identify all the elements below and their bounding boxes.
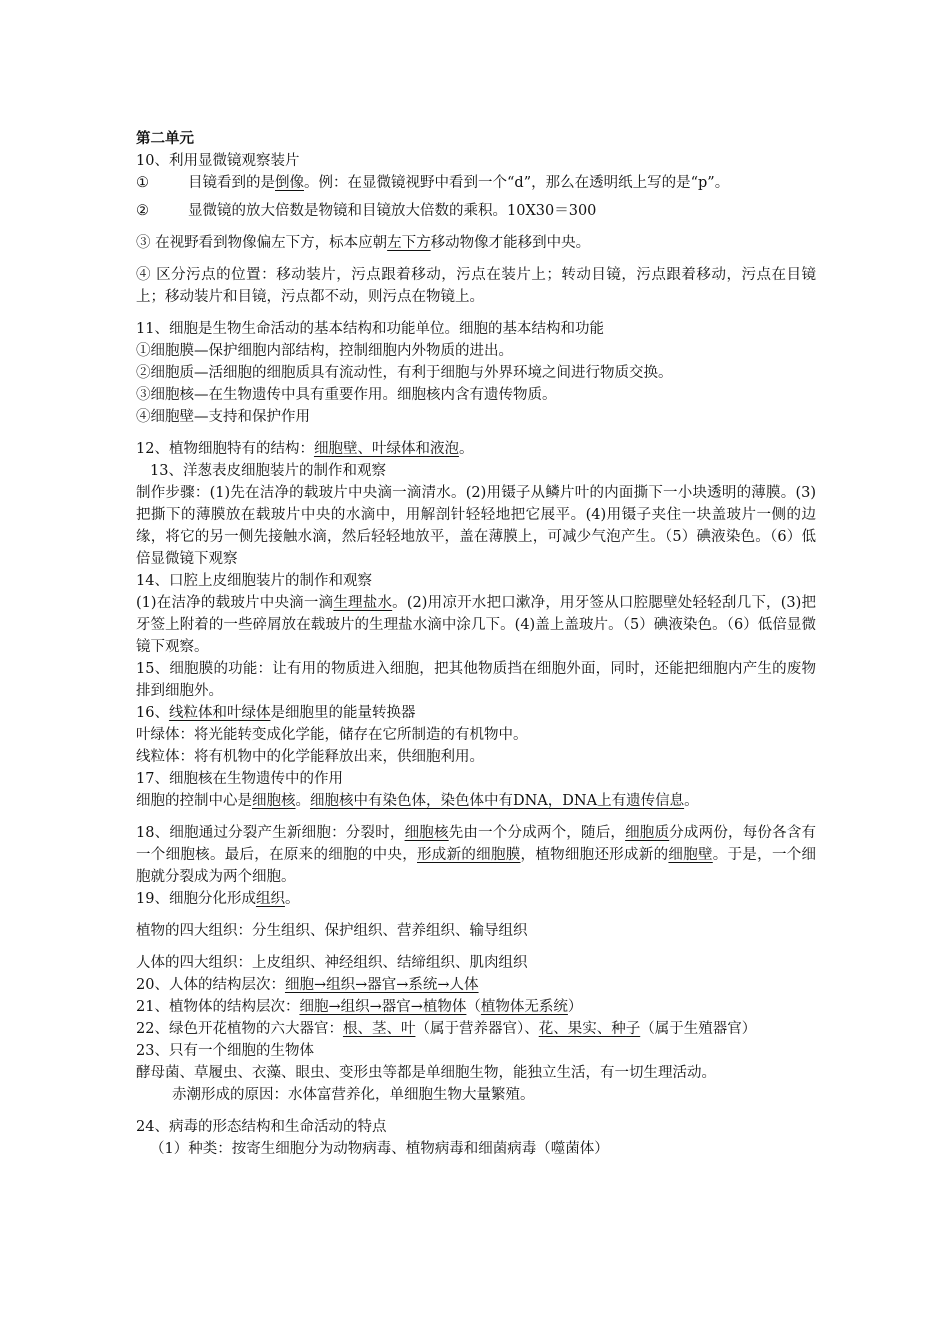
underlined-term: 细胞质 [625,825,670,841]
section-10-heading: 10、利用显微镜观察装片 [136,153,300,169]
section-10-item-3: ③ 在视野看到物像偏左下方，标本应朝左下方移动物像才能移到中央。 [136,235,591,251]
section-23-line-1: 酵母菌、草履虫、衣藻、眼虫、变形虫等都是单细胞生物，能独立生活，有一切生理活动。 [136,1065,716,1081]
section-11-heading: 11、细胞是生物生命活动的基本结构和功能单位。细胞的基本结构和功能 [136,321,604,337]
section-13-body: 制作步骤：(1)先在洁净的载玻片中央滴一滴清水。(2)用镊子从鳞片叶的内面撕下一小块透明的薄膜。(3)把撕下的薄膜放在载玻片中央的水滴中，用解剖针轻轻地把它展平。(4)用镊子夹住一块盖玻片一侧的边缘，将它的另一侧先接触水滴，然后轻轻地放平，盖在薄膜上，可减少气泡产生。（5）碘液染色。（6）低倍显微镜下观察 [136,485,816,567]
underlined-term: 线粒体和叶绿体 [168,705,271,721]
section-17-body: 细胞的控制中心是细胞核。细胞核中有染色体，染色体中有DNA，DNA上有遗传信息。 [136,793,699,809]
section-10-item-1: ① 目镜看到的是倒像。例：在显微镜视野中看到一个“d”，那么在透明纸上写的是“p”。 [136,172,816,194]
section-15: 15、细胞膜的功能：让有用的物质进入细胞，把其他物质挡在细胞外面，同时，还能把细胞内产生的废物排到细胞外。 [136,661,816,699]
section-11-item: ④细胞壁—支持和保护作用 [136,409,310,425]
section-22: 22、绿色开花植物的六大器官：根、茎、叶（属于营养器官）、花、果实、种子（属于生殖器官） [136,1021,757,1037]
section-14-body: (1)在洁净的载玻片中央滴一滴生理盐水。(2)用凉开水把口漱净，用牙签从口腔腮壁处轻轻刮几下，(3)把牙签上附着的一些碎屑放在载玻片的生理盐水滴中涂几下。(4)盖上盖玻片。（5）碘液染色。（6）低倍显微镜下观察。 [136,595,817,655]
section-16-heading: 16、线粒体和叶绿体是细胞里的能量转换器 [136,705,416,721]
item-number: ① [136,175,149,191]
underlined-term: 生理盐水 [333,595,393,611]
underlined-term: 组织 [255,891,285,907]
section-20: 20、人体的结构层次：细胞→组织→器官→系统→人体 [136,977,479,993]
section-17-heading: 17、细胞核在生物遗传中的作用 [136,771,343,787]
section-13-heading: 13、洋葱表皮细胞装片的制作和观察 [150,463,386,479]
section-24-heading: 24、病毒的形态结构和生命活动的特点 [136,1119,387,1135]
plant-tissues: 植物的四大组织：分生组织、保护组织、营养组织、输导组织 [136,923,528,939]
item-number: ② [136,203,149,219]
section-11-item: ②细胞质—活细胞的细胞质具有流动性，有利于细胞与外界环境之间进行物质交换。 [136,365,673,381]
section-24-line-1: （1）种类：按寄生细胞分为动物病毒、植物病毒和细菌病毒（噬菌体） [150,1141,609,1157]
human-tissues: 人体的四大组织：上皮组织、神经组织、结缔组织、肌肉组织 [136,955,528,971]
section-11-item: ①细胞膜—保护细胞内部结构，控制细胞内外物质的进出。 [136,343,513,359]
section-21: 21、植物体的结构层次：细胞→组织→器官→植物体（植物体无系统） [136,999,583,1015]
underlined-term: 细胞→组织→器官→植物体 [299,999,467,1015]
underlined-term: 细胞壁 [668,847,713,863]
underlined-term: 花、果实、种子 [538,1021,641,1037]
section-23-heading: 23、只有一个细胞的生物体 [136,1043,314,1059]
underlined-term: 倒像 [275,175,304,191]
section-12: 12、植物细胞特有的结构：细胞壁、叶绿体和液泡。 [136,441,474,457]
section-14-heading: 14、口腔上皮细胞装片的制作和观察 [136,573,372,589]
underlined-term: 细胞核 [252,793,296,809]
underlined-term: 细胞核 [404,825,449,841]
underlined-term: 细胞壁、叶绿体和液泡 [313,441,459,457]
section-16-line-1: 叶绿体：将光能转变成化学能，储存在它所制造的有机物中。 [136,727,528,743]
section-10-item-2: ② 显微镜的放大倍数是物镜和目镜放大倍数的乘积。10X30＝300 [136,200,816,222]
section-11-item: ③细胞核—在生物遗传中具有重要作用。细胞核内含有遗传物质。 [136,387,557,403]
document-page [136,128,816,1160]
underlined-term: 细胞→组织→器官→系统→人体 [284,977,479,993]
section-18: 18、细胞通过分裂产生新细胞：分裂时，细胞核先由一个分成两个，随后，细胞质分成两份，每份各含有一个细胞核。最后，在原来的细胞的中央，形成新的细胞膜，植物细胞还形成新的细胞壁。于是，一个细胞就分裂成为两个细胞。 [136,825,817,885]
underlined-term: 左下方 [387,235,431,251]
underlined-term: 形成新的细胞膜 [417,847,521,863]
section-19: 19、细胞分化形成组织。 [136,891,300,907]
underlined-term: 植物体无系统 [480,999,568,1015]
section-10-item-4: ④ 区分污点的位置：移动装片，污点跟着移动，污点在装片上；转动目镜，污点跟着移动，污点在目镜上；移动装片和目镜，污点都不动，则污点在物镜上。 [136,267,816,305]
section-23-line-2: 赤潮形成的原因：水体富营养化，单细胞生物大量繁殖。 [172,1087,535,1103]
underlined-term: 细胞核中有染色体，染色体中有DNA，DNA上有遗传信息 [310,793,685,809]
unit-title: 第二单元 [136,130,194,147]
underlined-term: 根、茎、叶 [342,1021,416,1037]
section-16-line-2: 线粒体：将有机物中的化学能释放出来，供细胞利用。 [136,749,484,765]
